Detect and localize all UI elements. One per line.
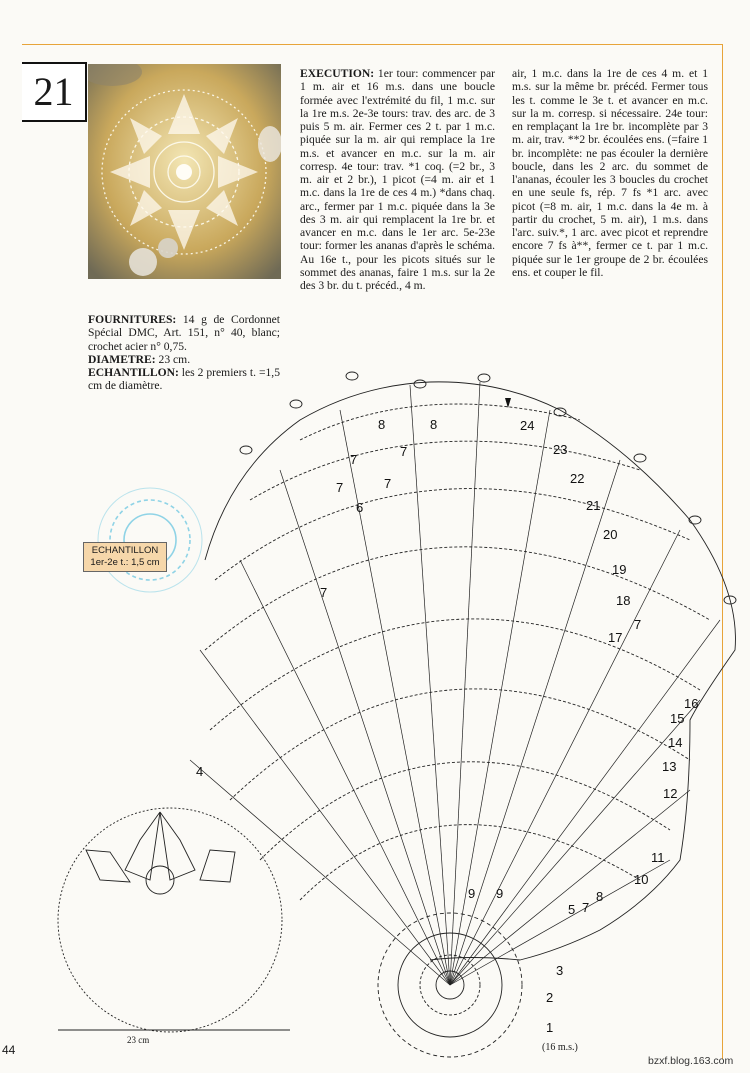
round-label: 21 bbox=[586, 498, 601, 513]
round-label: 7 bbox=[634, 617, 642, 632]
source-credit: bzxf.blog.163.com bbox=[648, 1055, 734, 1067]
round-label: 1 bbox=[546, 1020, 554, 1035]
page-frame-top bbox=[22, 44, 722, 45]
round-label: 12 bbox=[663, 786, 678, 801]
round-label: 9 bbox=[468, 886, 476, 901]
round-label: 13 bbox=[662, 759, 677, 774]
round-label: 2 bbox=[546, 990, 554, 1005]
round-label: 23 bbox=[553, 442, 568, 457]
diameter-dimension: 23 cm bbox=[127, 1035, 150, 1045]
round-label: 24 bbox=[520, 418, 535, 433]
round-label: 7 bbox=[336, 480, 344, 495]
round-label: 7 bbox=[582, 900, 590, 915]
round-label: 4 bbox=[196, 764, 204, 779]
round-label: 7 bbox=[400, 444, 408, 459]
stitch-note: (16 m.s.) bbox=[542, 1042, 578, 1053]
doily-photo bbox=[88, 64, 281, 279]
round-label: 8 bbox=[430, 417, 438, 432]
round-label: 6 bbox=[356, 500, 364, 515]
round-label: 18 bbox=[616, 593, 631, 608]
round-label: 11 bbox=[651, 850, 665, 865]
crochet-chart bbox=[0, 360, 750, 1073]
round-label: 16 bbox=[684, 696, 699, 711]
layout-sketch bbox=[58, 808, 290, 1032]
round-label: 8 bbox=[596, 889, 604, 904]
echantillon-label: ECHANTILLON: bbox=[88, 366, 179, 379]
execution-text-2: air, 1 m.c. dans la 1re de ces 4 m. et 1 m.s. sur la même br. précéd. Fermer tous les t. comme le 3e t. et avancer en m.c. sur la m. corresp. si nécessaire. 24e tour: en remplaçant la 1re br. incomplète par 3 m. air, trav. **2 br. écoulées ens. (=faire 1 br. incomplète: ne pas écouler la dernière boucle, dans les 2 arc. du sommet de l'ananas, écouler les 3 boucles du crochet en une seule fs, rép. 7 fs *1 arc. avec picot (=8 m. air, 1 m.c. dans la 4e m. à partir du crochet, 5 m. air), 1 m.s. dans l'arc. suiv.*, 1 arc. avec picot et reprendre encore 7 fs à**, fermer ce t. par 1 m.c. piquée sur le 1er groupe de 2 br. écoulées ens. et couper le fil. bbox=[512, 67, 708, 279]
pineapple-chart bbox=[190, 372, 736, 1057]
round-label: 15 bbox=[670, 711, 685, 726]
echantillon-text: les 2 premiers t. =1,5 cm de diamètre. bbox=[88, 366, 280, 393]
round-label: 7 bbox=[320, 585, 328, 600]
round-label: 3 bbox=[556, 963, 564, 978]
round-label: 19 bbox=[612, 562, 627, 577]
page-number: 44 bbox=[2, 1043, 16, 1057]
fournitures-label: FOURNITURES: bbox=[88, 313, 177, 326]
execution-text-1: 1er tour: commencer par 1 m. air et 16 m.s. dans une boucle formée avec l'extrémité du fil, 1 m.c. sur la 1re m.s. 2e-3e tours: trav. des arc. de 3 puis 5 m. air. Fermer ces 2 t. par 1 m.c. piquée sur la m. air qui remplace la 1re m.s. et avancer en m.c. sur la m. air corresp. 4e tour: trav. *1 coq. (=2 br., 3 m. air et 2 br.), 1 picot (=4 m. air et 1 m.c. dans la 1re de ces 4 m.) *dans chaq. arc., fermer par 1 m.c. piquée dans la 3e des 3 m. air qui remplacent la 1re br. et avancer en m.c. dans le 1er arc. 5e-23e tour: former les ananas d'après le schéma. Au 16e t., pour les picots situés sur le sommet des ananas, faire 1 m.s. sur la 2e des 3 br. du t. précéd., 4 m. bbox=[300, 67, 495, 292]
execution-heading: EXECUTION: bbox=[300, 67, 375, 80]
sample-label-text: 1er-2e t.: 1,5 cm bbox=[90, 557, 160, 568]
round-label: 5 bbox=[568, 902, 576, 917]
fournitures-text: 14 g de Cordonnet Spécial DMC, Art. 151, n° 40, blanc; crochet acier n° 0,75. bbox=[88, 313, 280, 353]
execution-column-1 bbox=[300, 67, 495, 292]
sample-label-title: ECHANTILLON bbox=[91, 545, 159, 556]
sample-label bbox=[83, 542, 167, 572]
round-label: 9 bbox=[496, 886, 504, 901]
round-label: 7 bbox=[350, 452, 358, 467]
diametre-label: DIAMETRE: bbox=[88, 352, 156, 366]
pattern-number: 21 bbox=[22, 62, 87, 122]
round-label: 14 bbox=[668, 735, 683, 750]
round-label: 17 bbox=[608, 630, 623, 645]
round-label: 7 bbox=[384, 476, 392, 491]
round-label: 8 bbox=[378, 417, 386, 432]
round-label: 22 bbox=[570, 471, 585, 486]
diametre-text: 23 cm. bbox=[158, 352, 191, 366]
execution-column-2 bbox=[512, 67, 708, 279]
round-label: 20 bbox=[603, 527, 618, 542]
round-label: 10 bbox=[634, 872, 649, 887]
sample-motif bbox=[98, 488, 202, 592]
